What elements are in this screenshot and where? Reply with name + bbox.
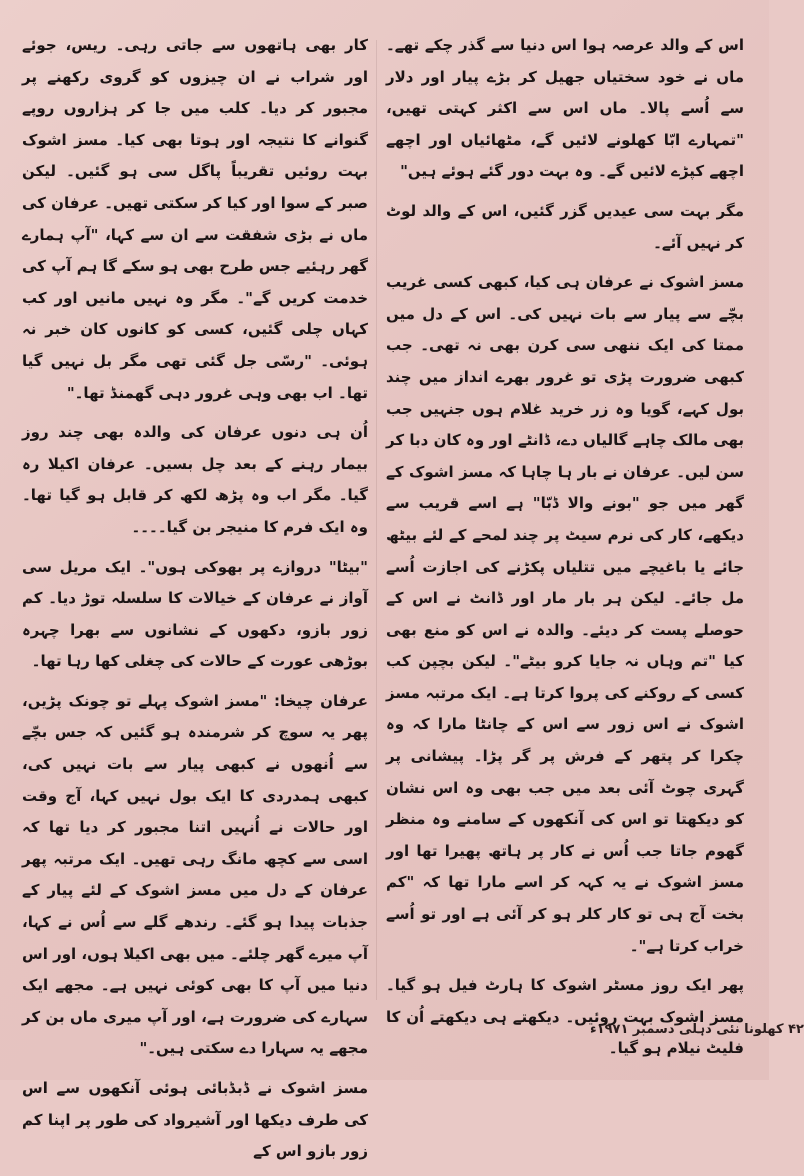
paragraph: اس کے والد عرصہ ہوا اس دنیا سے گذر چکے تھے۔ ماں نے خود سختیاں جھیل کر بڑے پیار اور دلار سے اُسے پالا۔ ماں اس سے اکثر کہتی تھیں، "تمہارے ابّا کھلونے لائیں گے، مٹھائیاں اور اچھے اچھے کپڑے لائیں گے۔ وہ بہت دور گئے ہوئے ہیں" (386, 36, 744, 181)
left-column (22, 30, 368, 1176)
paragraph: اُن ہی دنوں عرفان کی والدہ بھی چند روز بیمار رہنے کے بعد چل بسیں۔ عرفان اکیلا رہ گیا۔ مگر اب وہ پڑھ لکھ کر قابل ہو گیا تھا۔ وہ ایک فرم کا منیجر بن گیا۔۔۔۔ (22, 423, 368, 536)
paragraph: مسز اشوک نے ڈبڈبائی ہوئی آنکھوں سے اس کی طرف دیکھا اور آشیرواد کی طور پر اپنا کم زور بازو اس کے (22, 1079, 368, 1161)
column-divider (376, 40, 377, 1000)
paragraph: پھر ایک روز مسٹر اشوک کا ہارٹ فیل ہو گیا۔ مسز اشوک بہت روئیں۔ دیکھتے ہی دیکھتے اُن کا فلیٹ نیلام ہو گیا۔ (386, 976, 744, 1058)
paragraph: کار بھی ہاتھوں سے جاتی رہی۔ ریس، جوئے اور شراب نے ان چیزوں کو گروی رکھنے پر مجبور کر دیا۔ کلب میں جا کر ہزاروں روپے گنوانے کا نتیجہ اور ہوتا بھی کیا۔ مسز اشوک بہت روئیں تقریباً پاگل سی ہو گئیں۔ لیکن صبر کے سوا اور کیا کر سکتی تھیں۔ عرفان کی ماں نے بڑی شفقت سے ان سے کہا، "آپ ہمارے گھر رہئیے جس طرح بھی ہو سکے گا ہم آپ کی خدمت کریں گے"۔ مگر وہ نہیں مانیں اور کب کہاں چلی گئیں، کسی کو کانوں کان خبر نہ ہوئی۔ "رسّی جل گئی تھی مگر بل نہیں گیا تھا۔ اب بھی وہی غرور دہی گھمنڈ تھا۔" (22, 36, 368, 402)
paragraph: "بیٹا" دروازے پر بھوکی ہوں"۔ ایک مریل سی آواز نے عرفان کے خیالات کا سلسلہ توڑ دیا۔ کم زور بازو، دکھوں کے نشانوں سے بھرا چہرہ بوڑھی عورت کے حالات کی چغلی کھا رہا تھا۔ (22, 557, 368, 671)
page-footer: ۴۲ کھلونا نئی دہلی دسمبر ۱۹۷۱ء (590, 1022, 804, 1037)
paragraph: عرفان چیخا: "مسز اشوک پہلے تو چونک پڑیں، پھر یہ سوچ کر شرمندہ ہو گئیں کہ جس بچّے سے اُنھوں نے کبھی پیار سے بات نہیں کی، کبھی ہمدردی کا ایک بول نہیں کہا، آج وقت اور حالات نے اُنہیں اتنا مجبور کر دیا تھا کہ اسی سے کچھ مانگ رہی تھیں۔ ایک مرتبہ پھر عرفان کے دل میں مسز اشوک کے لئے پیار کے جذبات پیدا ہو گئے۔ رندھے گلے سے اُس نے کہا، آپ میرے گھر چلئے۔ میں بھی اکیلا ہوں، اور اس دنیا میں آپ کا بھی کوئی نہیں ہے۔ مجھے ایک سہارے کی ضرورت ہے، اور آپ میری ماں بن کر مجھے یہ سہارا دے سکتی ہیں۔" (22, 691, 368, 1058)
paragraph: مگر بہت سی عیدیں گزر گئیں، اس کے والد لوٹ کر نہیں آئے۔ (386, 201, 744, 252)
paragraph: مسز اشوک نے عرفان ہی کیا، کبھی کسی غریب بچّے سے پیار سے بات نہیں کی۔ اس کے دل میں ممتا کی ایک ننھی سی کرن بھی نہ تھی۔ جب کبھی ضرورت پڑی تو غرور بھرے انداز میں چند بول کہے، گویا وہ زر خرید غلام ہوں جنہیں جب بھی مالک چاہے گالیاں دے، ڈانٹے اور وہ کان دبا کر سن لیں۔ عرفان نے بار ہا چاہا کہ مسز اشوک کے گھر میں جو "بونے والا ڈبّا" ہے اسے قریب سے دیکھے، کار کی نرم سیٹ پر چند لمحے کے لئے بیٹھ جائے یا باغیچے میں تتلیاں پکڑنے کی اجازت اُسے مل جائے۔ لیکن ہر بار مار اور ڈانٹ نے اس کے حوصلے پست کر دیئے۔ والدہ نے اس کو منع بھی کیا "تم وہاں نہ جایا کرو بیٹے"۔ لیکن بچپن کب کسی کے روکنے کی پروا کرتا ہے۔ ایک مرتبہ مسز اشوک نے اس زور سے اس کے چانٹا مارا کہ وہ چکرا کر پتھر کے فرش پر گر پڑا۔ پیشانی پر گہری چوٹ آئی بعد میں جب بھی وہ اس نشان کو دیکھتا تو اس کی آنکھوں کے سامنے وہ منظر گھوم جاتا جب اُس نے کار پر ہاتھ پھیرا تھا اور مسز اشوک نے یہ کہہ کر اسے مارا تھا کہ "کم بخت آج ہی تو کار کلر ہو کر آئی ہے اور تو اُسے خراب کرتا ہے"۔ (386, 273, 744, 955)
right-column (386, 30, 744, 1073)
